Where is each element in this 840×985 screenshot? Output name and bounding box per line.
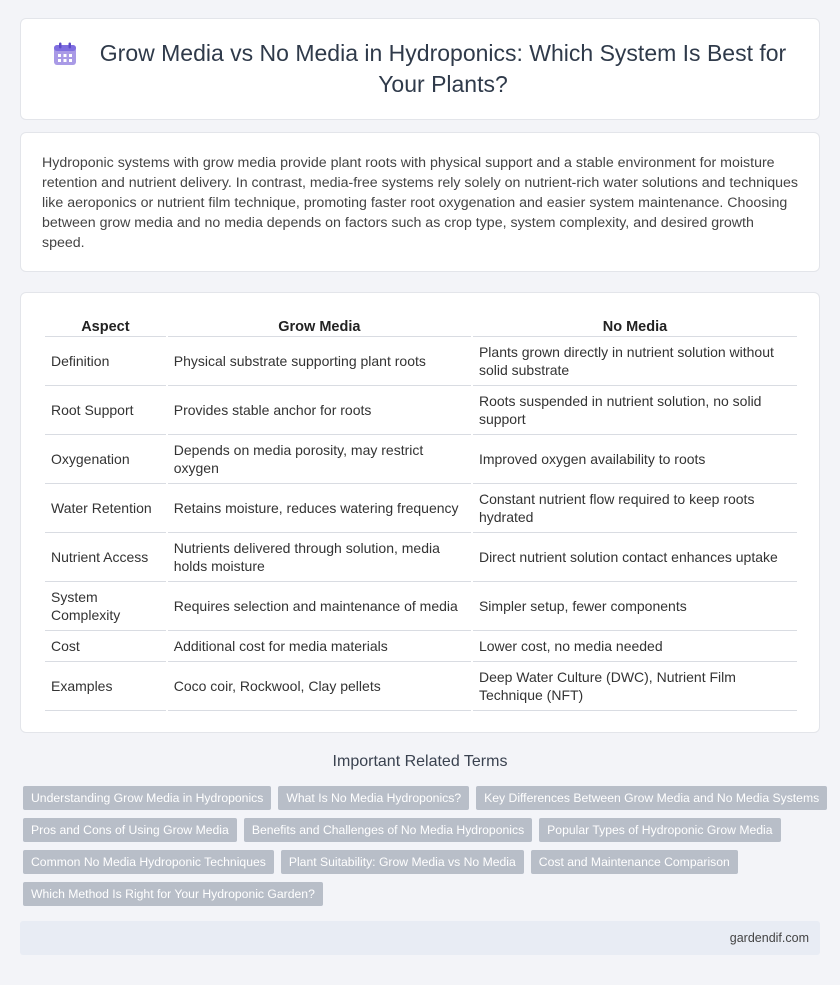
footer-site-link[interactable]: gardendif.com [729, 931, 809, 945]
cell-no-media: Plants grown directly in nutrient solution without solid substrate [473, 337, 797, 386]
table-header-row [45, 313, 797, 337]
related-tag[interactable]: Understanding Grow Media in Hydroponics [23, 786, 271, 810]
calendar-icon [52, 41, 78, 67]
related-tag[interactable]: Key Differences Between Grow Media and No Media Systems [476, 786, 827, 810]
cell-grow-media: Nutrients delivered through solution, media holds moisture [168, 533, 471, 582]
cell-aspect: Oxygenation [45, 435, 166, 484]
cell-aspect: Nutrient Access [45, 533, 166, 582]
tag-row [23, 882, 823, 906]
cell-grow-media: Requires selection and maintenance of media [168, 582, 471, 631]
cell-aspect: Definition [45, 337, 166, 386]
cell-no-media: Constant nutrient flow required to keep roots hydrated [473, 484, 797, 533]
cell-no-media: Improved oxygen availability to roots [473, 435, 797, 484]
cell-no-media: Lower cost, no media needed [473, 631, 797, 662]
cell-grow-media: Depends on media porosity, may restrict oxygen [168, 435, 471, 484]
table-row [45, 631, 797, 662]
related-tag[interactable]: What Is No Media Hydroponics? [278, 786, 469, 810]
cell-no-media: Simpler setup, fewer components [473, 582, 797, 631]
intro-card [20, 132, 820, 272]
cell-grow-media: Coco coir, Rockwool, Clay pellets [168, 662, 471, 711]
header-grow-media: Grow Media [168, 313, 471, 337]
cell-aspect: Root Support [45, 386, 166, 435]
table-row [45, 337, 797, 386]
footer [20, 921, 820, 955]
related-terms-list [23, 786, 823, 914]
cell-no-media: Direct nutrient solution contact enhances uptake [473, 533, 797, 582]
related-tag[interactable]: Popular Types of Hydroponic Grow Media [539, 818, 780, 842]
related-tag[interactable]: Common No Media Hydroponic Techniques [23, 850, 274, 874]
related-terms-title: Important Related Terms [332, 753, 508, 770]
page-title: Grow Media vs No Media in Hydroponics: Which System Is Best for Your Plants? [99, 40, 787, 97]
cell-grow-media: Additional cost for media materials [168, 631, 471, 662]
table-row [45, 582, 797, 631]
related-tag[interactable]: Which Method Is Right for Your Hydroponic Garden? [23, 882, 323, 906]
cell-no-media: Deep Water Culture (DWC), Nutrient Film Technique (NFT) [473, 662, 797, 711]
header-no-media: No Media [473, 313, 797, 337]
cell-grow-media: Physical substrate supporting plant roots [168, 337, 471, 386]
cell-aspect: Examples [45, 662, 166, 711]
related-tag[interactable]: Pros and Cons of Using Grow Media [23, 818, 237, 842]
header-card [20, 18, 820, 120]
related-tag[interactable]: Plant Suitability: Grow Media vs No Media [281, 850, 524, 874]
cell-grow-media: Provides stable anchor for roots [168, 386, 471, 435]
tag-row [23, 850, 823, 874]
table-row [45, 662, 797, 711]
cell-aspect: System Complexity [45, 582, 166, 631]
cell-aspect: Water Retention [45, 484, 166, 533]
cell-no-media: Roots suspended in nutrient solution, no solid support [473, 386, 797, 435]
table-row [45, 484, 797, 533]
comparison-table [43, 313, 799, 711]
related-tag[interactable]: Cost and Maintenance Comparison [531, 850, 738, 874]
tag-row [23, 786, 823, 810]
table-row [45, 533, 797, 582]
title-wrap [21, 19, 819, 119]
intro-paragraph: Hydroponic systems with grow media provide plant roots with physical support and a stable environment for moisture retention and nutrient delivery. In contrast, media-free systems rely solely on nutrient-rich water solutions and techniques like aeroponics or nutrient film technique, promoting faster root oxygenation and easier system maintenance. Choosing between grow media and no media depends on factors such as crop type, system complexity, and desired growth speed. [42, 155, 798, 251]
header-aspect: Aspect [45, 313, 166, 337]
table-row [45, 386, 797, 435]
tag-row [23, 818, 823, 842]
related-tag[interactable]: Benefits and Challenges of No Media Hydroponics [244, 818, 532, 842]
table-row [45, 435, 797, 484]
comparison-table-card [20, 292, 820, 733]
cell-aspect: Cost [45, 631, 166, 662]
cell-grow-media: Retains moisture, reduces watering frequency [168, 484, 471, 533]
